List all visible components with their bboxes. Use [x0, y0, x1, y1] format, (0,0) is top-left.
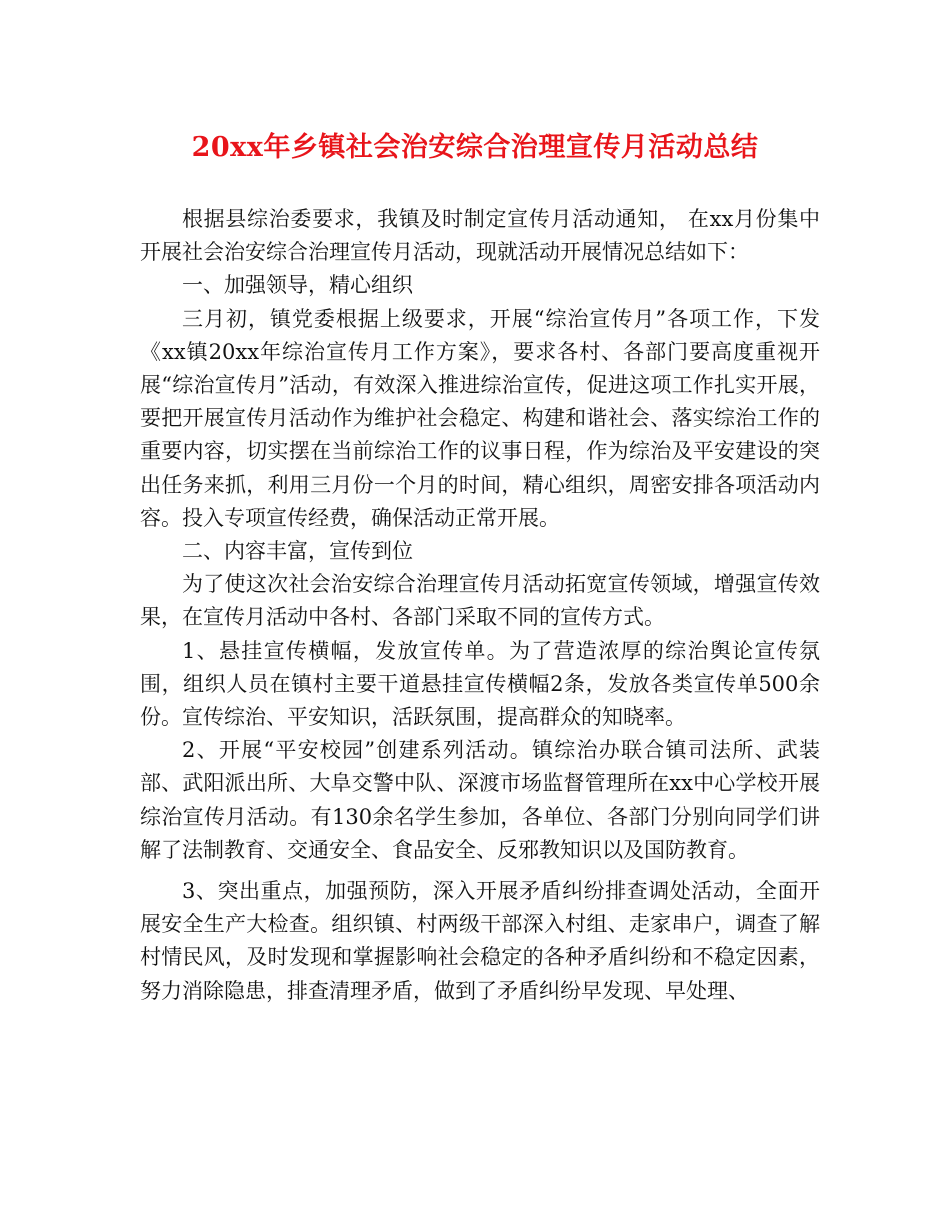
paragraph-item-2: 2、开展“平安校园”创建系列活动。镇综治办联合镇司法所、武装部、武阳派出所、大阜交警中队、深渡市场监督管理所在xx中心学校开展综治宣传月活动。有130余名学生参加，各单位、各部门分别向同学们讲解了法制教育、交通安全、食品安全、反邪教知识以及国防教育。: [140, 738, 820, 862]
paragraph-item-1: 1、悬挂宣传横幅，发放宣传单。为了营造浓厚的综治舆论宣传氛围，组织人员在镇村主要干道悬挂宣传横幅2条，发放各类宣传单500余份。宣传综治、平安知识，活跃氛围，提高群众的知晓率。: [140, 638, 820, 730]
document-title: 20xx年乡镇社会治安综合治理宣传月活动总结: [191, 132, 759, 163]
paragraph-section-1: 三月初，镇党委根据上级要求，开展“综治宣传月”各项工作，下发《xx镇20xx年综治宣传月工作方案》，要求各村、各部门要高度重视开展“综治宣传月”活动，有效深入推进综治宣传，促进这项工作扎实开展，要把开展宣传月活动作为维护社会稳定、构建和谐社会、落实综治工作的重要内容，切实摆在当前综治工作的议事日程，作为综治及平安建设的突出任务来抓，利用三月份一个月的时间，精心组织，周密安排各项活动内容。投入专项宣传经费，确保活动正常开展。: [140, 306, 820, 530]
section-heading-2: 二、内容丰富，宣传到位: [182, 539, 413, 564]
paragraph-item-3: 3、突出重点，加强预防，深入开展矛盾纠纷排查调处活动，全面开展安全生产大检查。组织镇、村两级干部深入村组、走家串户，调查了解村情民风，及时发现和掌握影响社会稳定的各种矛盾纠纷和不稳定因素，努力消除隐患，排查清理矛盾，做到了矛盾纠纷早发现、早处理、: [140, 879, 820, 1003]
document-body: [140, 203, 820, 1008]
section-heading-1: 一、加强领导，精心组织: [182, 273, 413, 298]
paragraph-intro: 根据县综治委要求，我镇及时制定宣传月活动通知， 在xx月份集中开展社会治安综合治理宣传月活动，现就活动开展情况总结如下：: [140, 207, 820, 265]
paragraph-section-2: 为了使这次社会治安综合治理宣传月活动拓宽宣传领域，增强宣传效果，在宣传月活动中各村、各部门采取不同的宣传方式。: [140, 572, 820, 630]
